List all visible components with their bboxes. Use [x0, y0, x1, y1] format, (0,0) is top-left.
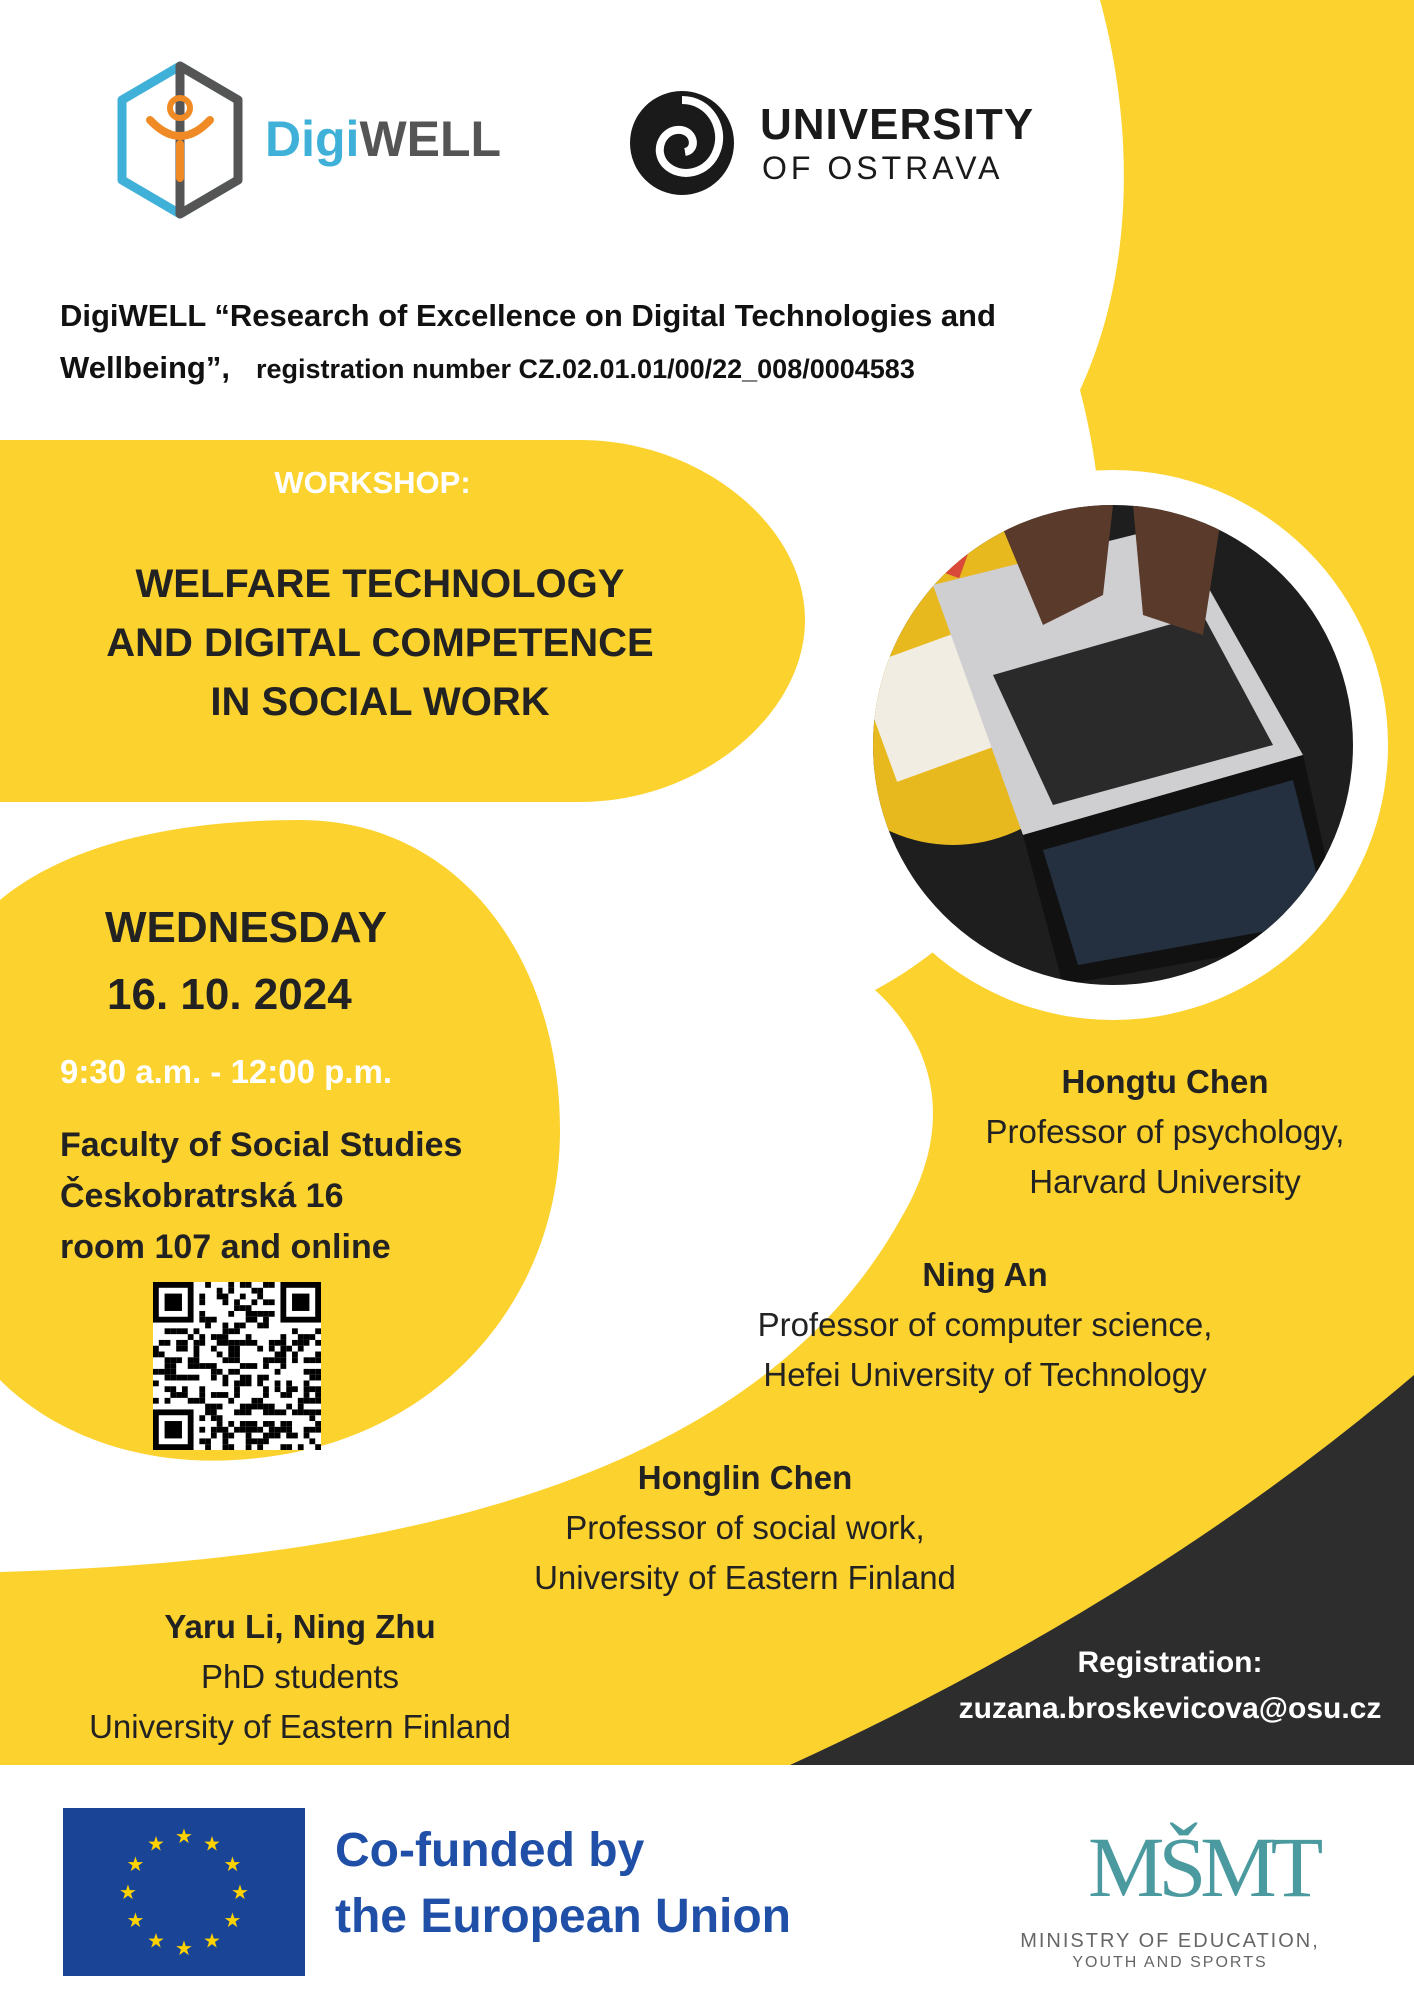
eu-star-icon: ★	[231, 1882, 249, 1904]
registration-qr-code[interactable]	[153, 1282, 321, 1450]
msmt-logo-mark: MŠMT	[1088, 1819, 1318, 1915]
digiwell-logo-part2: WELL	[359, 111, 502, 167]
eu-star-icon: ★	[147, 1833, 165, 1856]
eu-star-icon: ★	[223, 1854, 242, 1876]
venue-line: Faculty of Social Studies	[60, 1126, 463, 1164]
speaker-org: University of Eastern Finland	[534, 1559, 956, 1596]
eu-star-icon: ★	[175, 1826, 193, 1848]
digiwell-logo-part1: Digi	[265, 111, 360, 167]
speaker-block	[485, 1453, 1005, 1603]
workshop-title-line: WELFARE TECHNOLOGY	[135, 562, 625, 606]
university-logo-line2: OF OSTRAVA	[762, 150, 1004, 186]
event-venue	[60, 1120, 462, 1273]
eu-star-icon: ★	[223, 1910, 242, 1932]
registration-label: Registration:	[1077, 1646, 1263, 1679]
event-time: 9:30 a.m. - 12:00 p.m.	[60, 1053, 392, 1090]
eu-star-icon: ★	[126, 1910, 145, 1932]
speaker-block	[705, 1250, 1265, 1400]
digiwell-hexagon-icon	[110, 60, 250, 220]
speaker-org: University of Eastern Finland	[89, 1708, 511, 1745]
speaker-role: Professor of computer science,	[757, 1306, 1213, 1343]
project-description	[60, 290, 1110, 395]
workshop-title	[0, 555, 760, 732]
event-date: 16. 10. 2024	[107, 970, 352, 1019]
laptop-photo	[873, 505, 1353, 985]
eu-star-icon: ★	[119, 1882, 137, 1904]
speaker-role: Professor of psychology,	[985, 1113, 1345, 1150]
qr-code-icon	[153, 1282, 321, 1450]
workshop-title-line: IN SOCIAL WORK	[210, 680, 550, 724]
eu-line1: Co-funded by	[335, 1824, 645, 1877]
workshop-label: WORKSHOP:	[274, 465, 471, 500]
project-line1: DigiWELL “Research of Excellence on Digital Technologies and	[60, 298, 996, 333]
eu-star-icon: ★	[126, 1854, 145, 1876]
speaker-org: Hefei University of Technology	[763, 1356, 1207, 1393]
eu-stars-icon	[63, 1808, 305, 1976]
speaker-name: Hongtu Chen	[1061, 1063, 1269, 1100]
workshop-title-line: AND DIGITAL COMPETENCE	[106, 621, 654, 665]
registration-block	[950, 1640, 1390, 1732]
msmt-line1: MINISTRY OF EDUCATION,	[1020, 1930, 1320, 1952]
eu-star-icon: ★	[147, 1930, 165, 1953]
eu-flag	[63, 1808, 305, 1976]
speaker-role: Professor of social work,	[565, 1509, 925, 1546]
speaker-name: Honglin Chen	[637, 1459, 853, 1496]
project-line2: Wellbeing”,	[60, 350, 230, 385]
eu-line2: the European Union	[335, 1890, 791, 1943]
speaker-name: Yaru Li, Ning Zhu	[164, 1608, 436, 1645]
registration-email[interactable]: zuzana.broskevicova@osu.cz	[958, 1692, 1382, 1725]
registration-number: registration number CZ.02.01.01/00/22_008/0004583	[255, 354, 915, 384]
university-logo	[625, 88, 1045, 198]
digiwell-logo	[110, 60, 502, 220]
speaker-name: Ning An	[922, 1256, 1048, 1293]
eu-star-icon: ★	[203, 1930, 221, 1953]
msmt-logo	[1080, 1812, 1318, 1922]
venue-line: Českobratrská 16	[60, 1177, 344, 1215]
speaker-block	[935, 1057, 1395, 1207]
msmt-caption	[990, 1930, 1350, 1974]
university-logo-line1: UNIVERSITY	[760, 100, 1035, 149]
msmt-line2: YOUTH AND SPORTS	[1072, 1954, 1268, 1971]
university-swirl-icon	[625, 88, 740, 198]
speaker-block	[50, 1602, 550, 1752]
venue-line: room 107 and online	[60, 1228, 391, 1266]
speaker-role: PhD students	[200, 1658, 400, 1695]
eu-cofunded-text	[335, 1818, 791, 1950]
speaker-org: Harvard University	[1029, 1163, 1301, 1200]
event-day: WEDNESDAY	[105, 903, 387, 952]
eu-star-icon: ★	[175, 1938, 193, 1960]
eu-star-icon: ★	[203, 1833, 221, 1856]
